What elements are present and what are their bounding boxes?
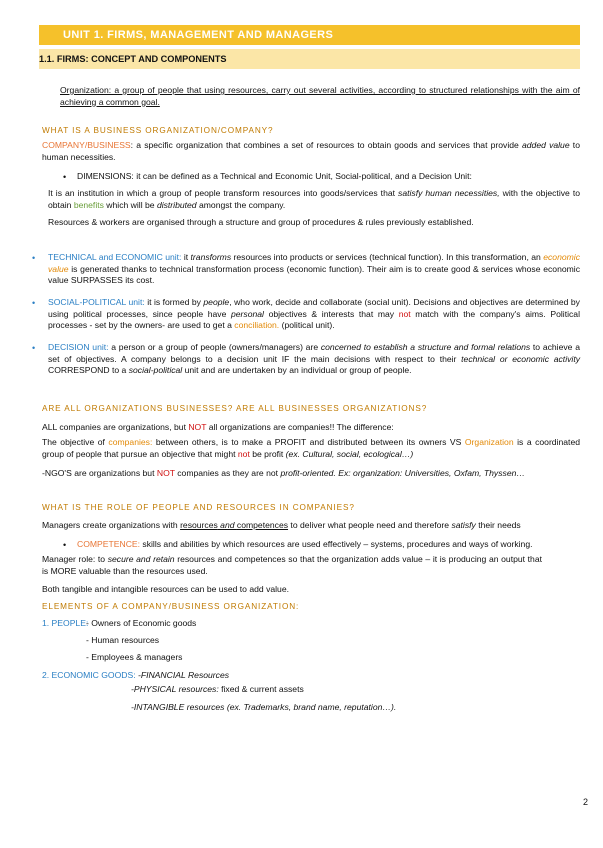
text-span: which will be	[103, 199, 157, 210]
text-span: it	[181, 252, 191, 262]
not-word: NOT	[156, 468, 175, 478]
text-span: profit-oriented. Ex: organization: Universities, Oxfam, Thyssen…	[280, 468, 525, 478]
text-span: ALL companies are organizations, but	[42, 422, 189, 432]
text-span: to achieve a set of objectives. A company belongs to a decision unit IF the main decisions with respect to their	[48, 342, 580, 364]
text-span: satisfy	[451, 520, 476, 530]
tangible-line: Both tangible and intangible resources can be used to add value.	[42, 584, 290, 594]
text-span: distributed	[156, 199, 197, 210]
text-span: fixed & current assets	[218, 684, 304, 694]
text-span: objectives & interests that may	[263, 308, 399, 319]
companies-word: companies:	[108, 437, 153, 447]
text-span: concerned to establish a structure and formal relations	[320, 342, 531, 352]
text-span: (political unit).	[279, 320, 335, 331]
text-span: -NGO'S are organizations but	[42, 468, 157, 478]
competence-line	[77, 539, 580, 551]
economic-goods-line	[42, 670, 229, 682]
text-span: Manager role: to	[42, 554, 108, 564]
bullet-dot: •	[63, 172, 67, 182]
intangible-resources-line	[131, 702, 396, 714]
text-span: (ex. Cultural, social, ecological…)	[285, 448, 414, 459]
ngo-line	[42, 468, 580, 480]
bullet-dot: •	[32, 343, 36, 353]
unit-title-bar	[39, 25, 580, 45]
managers-line	[42, 520, 580, 532]
text-span: personal	[231, 308, 264, 319]
company-business-label: COMPANY/BUSINESS	[42, 140, 131, 150]
technical-economic-unit	[48, 252, 580, 287]
text-span: is generated thanks to technical transformation process (economic function). Their aim is to create good & services whose economic value SURPASSES its cost.	[48, 263, 580, 286]
text-span: Managers create organizations with	[42, 520, 181, 530]
text-span: : a specific organization that combines a set of resources to obtain goods and services that provide	[130, 140, 522, 150]
benefits-word: benefits	[73, 199, 104, 210]
people-item: - Owners of Economic goods	[86, 618, 197, 628]
text-span: amongst the company.	[196, 199, 286, 210]
text-span: It is an institution in which a group of people transform resources into goods/services that	[48, 188, 399, 198]
not-word: not	[398, 308, 411, 319]
text-span: social-political	[128, 365, 183, 376]
institution-paragraph	[48, 188, 580, 211]
text-span: -INTANGIBLE resources (ex. Trademarks, brand name, reputation…).	[131, 702, 397, 712]
text-span: added value	[522, 140, 570, 150]
text-span: , who work, decide and collaborate (social unit). Decisions and objectives are determined by using political processes, since people have	[48, 297, 580, 319]
text-span: -PHYSICAL resources:	[131, 684, 219, 694]
decision-unit	[48, 342, 580, 377]
all-companies-line	[42, 422, 580, 434]
text-span: satisfy human necessities,	[398, 188, 500, 198]
text-span: resources	[180, 520, 218, 530]
people-resources-heading: WHAT IS THE ROLE OF PEOPLE AND RESOURCES IN COMPANIES?	[42, 503, 355, 512]
organization-word: Organization	[464, 437, 514, 447]
text-span: -FINANCIAL Resources	[135, 670, 230, 680]
not-word: not	[237, 448, 250, 459]
technical-unit-label: TECHNICAL and ECONOMIC unit:	[48, 252, 182, 262]
text-span: The objective of	[42, 437, 109, 447]
bullet-dot: •	[63, 540, 67, 550]
manager-role-paragraph	[42, 554, 542, 577]
text-span: technical or economic activity	[461, 353, 580, 364]
section-title: 1.1. FIRMS: CONCEPT AND COMPONENTS	[39, 54, 227, 64]
text-span: be profit	[249, 448, 286, 459]
business-organization-heading: WHAT IS A BUSINESS ORGANIZATION/COMPANY?	[42, 126, 274, 135]
decision-unit-label: DECISION unit:	[48, 342, 109, 352]
bullet-dot: •	[32, 253, 36, 263]
text-span: their needs	[475, 520, 521, 530]
section-title-bar	[39, 49, 580, 69]
text-span: match with the company's aims. Political processes - set by the owners- are used to get a	[48, 308, 580, 331]
text-span: resources and competences so that the organization adds value – it is producing an output that is MORE valuable than the resources used.	[42, 554, 543, 576]
people-item: - Employees & managers	[86, 652, 183, 662]
text-span: skills and abilities by which resources are used effectively – systems, procedures and ways of working.	[140, 539, 533, 549]
organization-definition: Organization: a group of people that using resources, carry out several activities, according to structured relationships with the aim of achieving a common goal.	[60, 85, 580, 107]
text-span: people	[203, 297, 230, 307]
company-definition	[42, 140, 580, 163]
physical-resources-line	[131, 684, 304, 696]
unit-title: UNIT 1. FIRMS, MANAGEMENT AND MANAGERS	[63, 29, 334, 41]
social-political-unit	[48, 297, 580, 332]
people-item: - Human resources	[86, 635, 160, 645]
text-span: is a coordinated group of people that pursue an objective that might	[42, 437, 581, 459]
text-span: unit and are undertaken by an individual or group of people.	[182, 365, 412, 376]
text-span: resources into products or services (technical function). In this transformation, an	[231, 252, 544, 262]
text-span: and	[217, 520, 237, 530]
elements-heading: ELEMENTS OF A COMPANY/BUSINESS ORGANIZATION:	[42, 602, 300, 611]
text-span: it is formed by	[144, 297, 204, 307]
social-political-label: SOCIAL-POLITICAL unit:	[48, 297, 145, 307]
text-span: competences	[236, 520, 289, 530]
resources-line: Resources & workers are organised through a structure and group of procedures & rules previously established.	[48, 217, 474, 227]
text-span: a person or a group of people (owners/managers) are	[108, 342, 321, 352]
text-span: CORRESPOND to a	[48, 365, 129, 376]
text-span: to human necessities.	[42, 140, 580, 162]
text-span: transforms	[190, 252, 232, 262]
text-span: all organizations are companies!! The difference:	[206, 422, 394, 432]
people-label: 1. PEOPLE:	[42, 618, 89, 628]
objective-paragraph	[42, 437, 580, 460]
bullet-dot: •	[32, 298, 36, 308]
text-span: secure and retain	[107, 554, 175, 564]
text-span: with the objective to obtain	[48, 188, 580, 210]
text-span: between others, is to make a PROFIT and distributed between its owners VS	[152, 437, 465, 447]
text-span: companies as they are not	[174, 468, 281, 478]
economic-goods-label: 2. ECONOMIC GOODS:	[42, 670, 136, 680]
not-word: NOT	[188, 422, 207, 432]
competence-label: COMPETENCE:	[77, 539, 141, 549]
organizations-businesses-heading: ARE ALL ORGANIZATIONS BUSINESSES? ARE ALL BUSINESSES ORGANIZATIONS?	[42, 404, 428, 413]
economic-value-term: economic value	[48, 252, 580, 274]
dimensions-line: DIMENSIONS: it can be defined as a Technical and Economic Unit, Social-political, and a Decision Unit:	[77, 171, 472, 181]
text-span: to deliver what people need and therefore	[288, 520, 452, 530]
conciliation-word: conciliation.	[234, 320, 280, 331]
page-number: 2	[583, 797, 589, 807]
